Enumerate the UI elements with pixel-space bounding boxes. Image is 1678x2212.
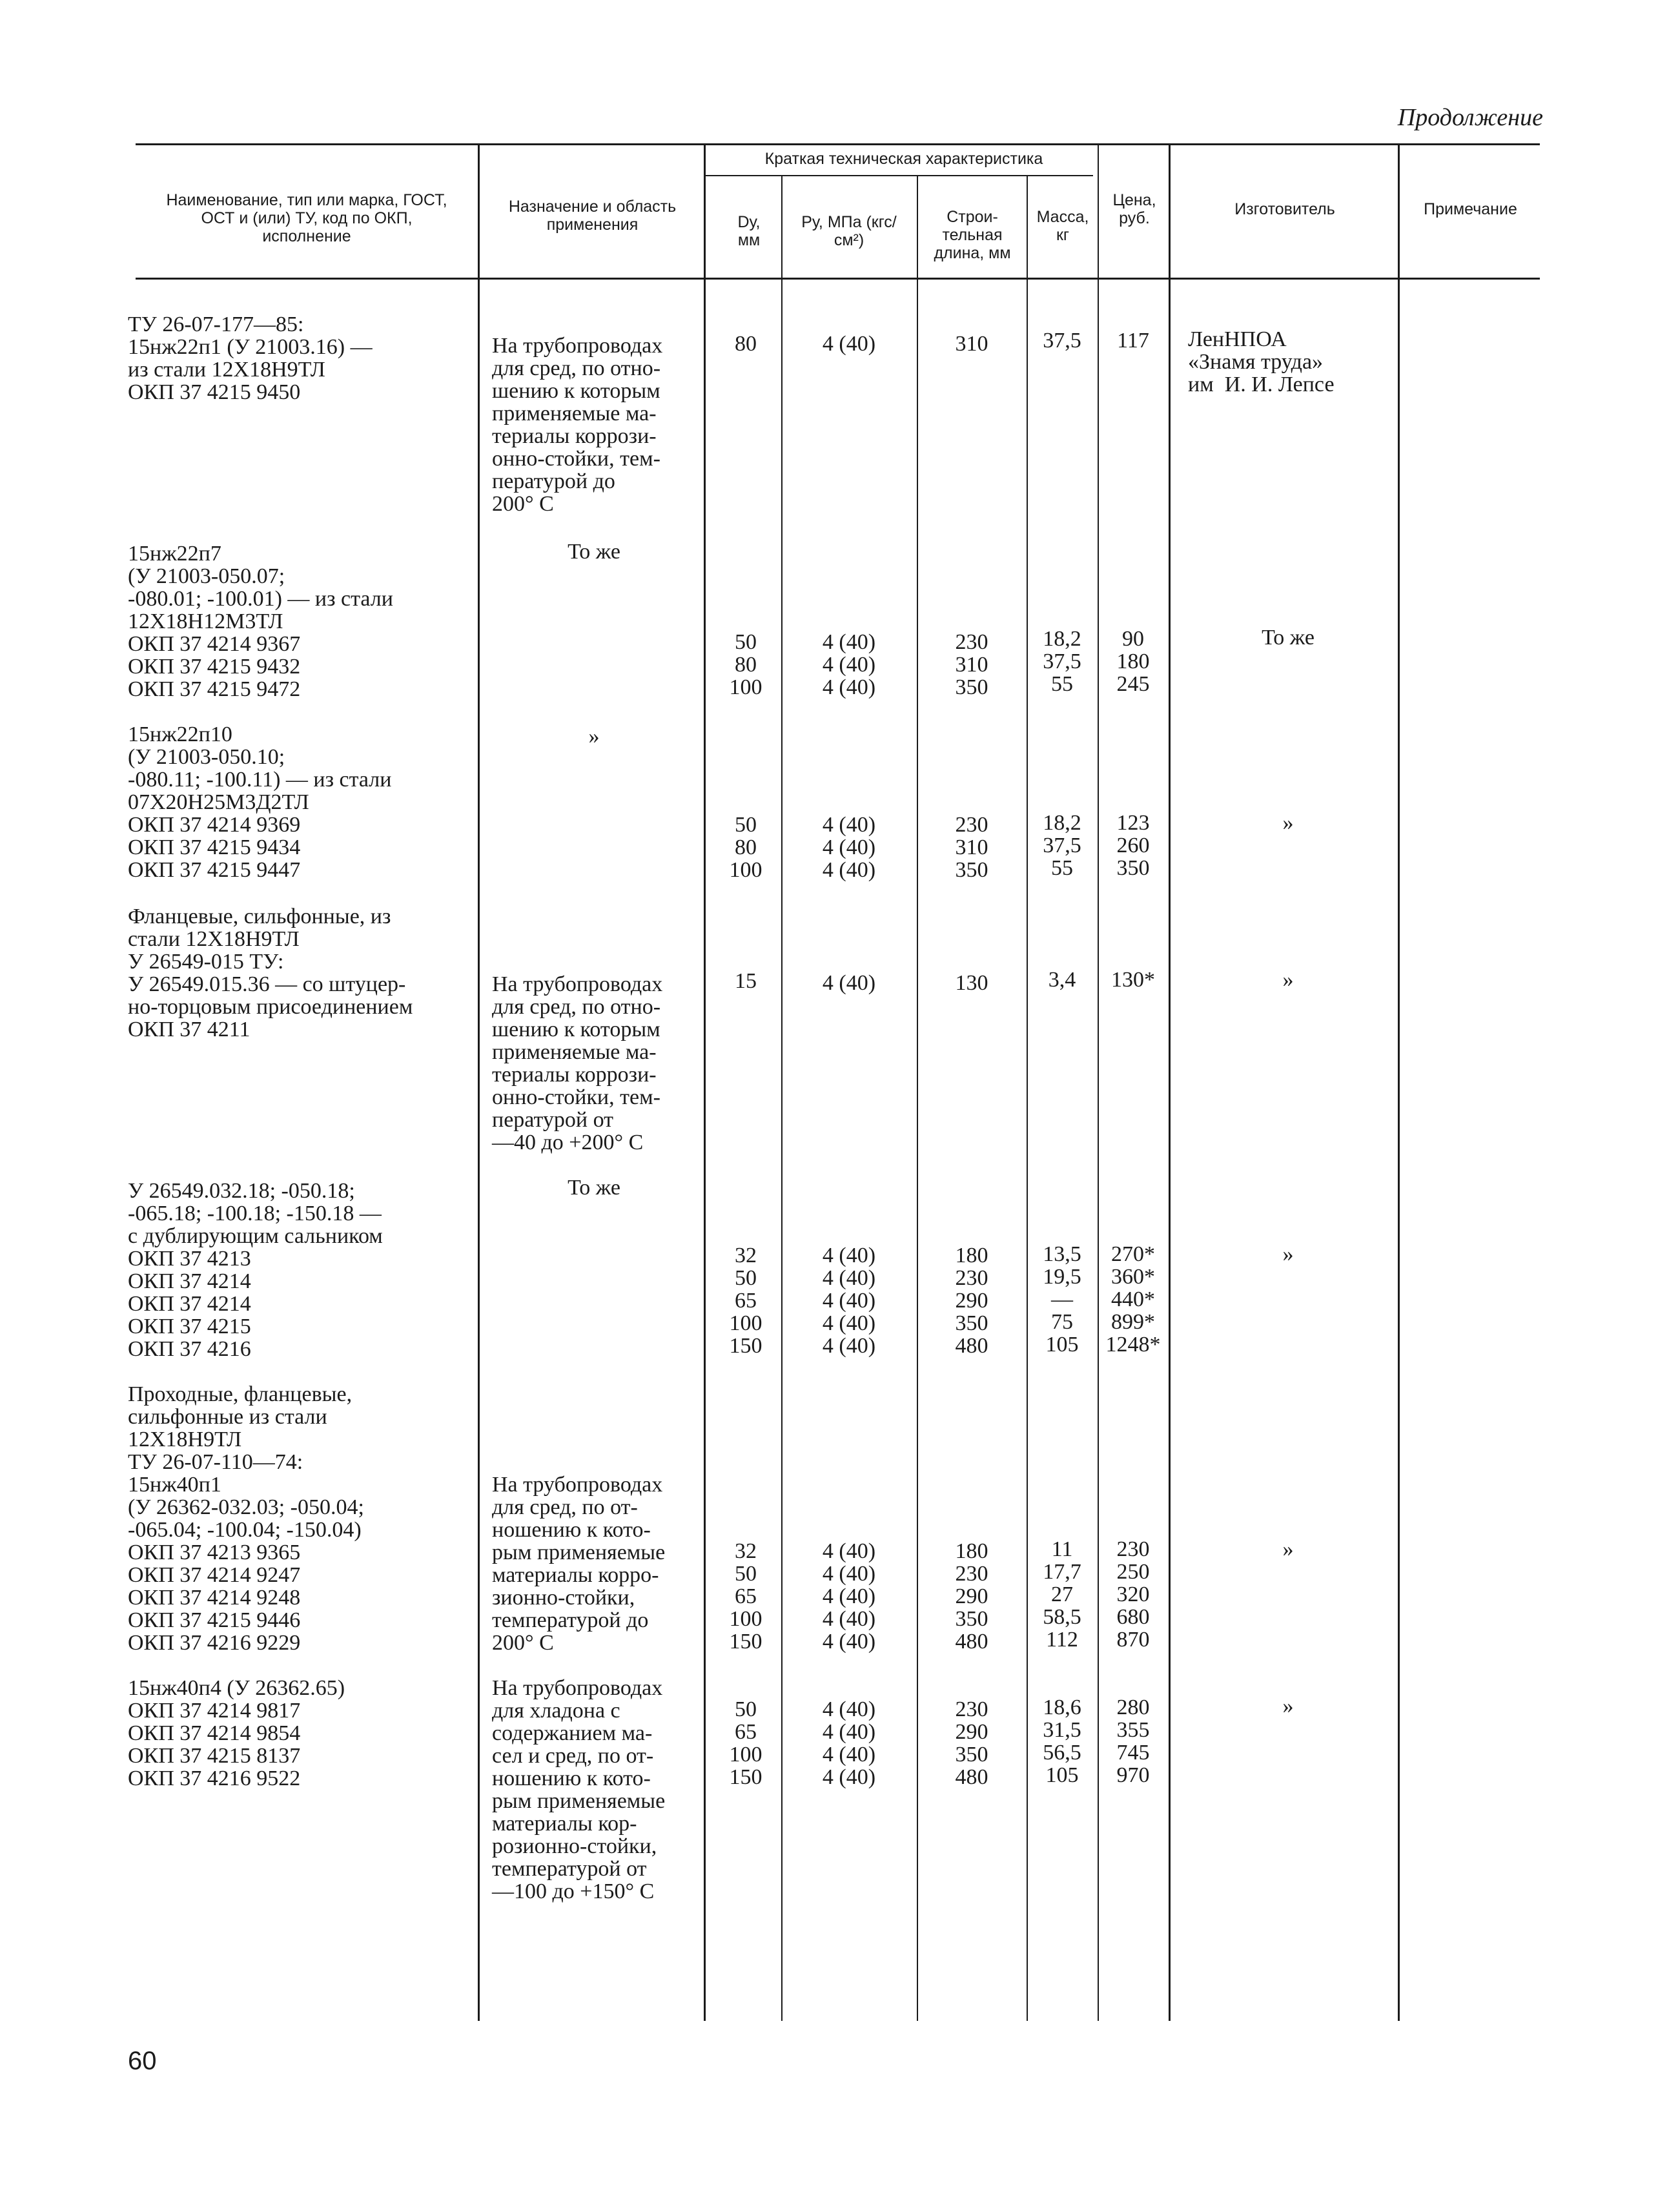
table-row-purpose: То же [568, 1176, 620, 1200]
table-row-length: 180 230 290 350 480 [955, 1244, 988, 1358]
table-row-name: 15нж22п10 (У 21003-050.10; -080.11; -100.11) — из стали 07Х20Н25М3Д2ТЛ ОКП 37 4214 9369 ОКП 37 4215 9434 ОКП 37 4215 9447 [128, 722, 392, 882]
table-row-dy: 80 [735, 332, 757, 356]
table-row-name: 15нж40п4 (У 26362.65) ОКП 37 4214 9817 ОКП 37 4214 9854 ОКП 37 4215 8137 ОКП 37 4216 9522 [128, 1676, 345, 1790]
table-row-maker: ЛенНПОА «Знамя труда» им И. И. Лепсе [1188, 327, 1335, 396]
table-row-price: 123 260 350 [1116, 811, 1150, 880]
table-row-length: 130 [955, 971, 988, 995]
header-note: Примечание [1424, 200, 1517, 218]
table-row-length: 230 290 350 480 [955, 1697, 988, 1789]
table-row-dy: 32 50 65 100 150 [729, 1539, 762, 1654]
col-rule-8 [1398, 145, 1400, 2021]
table-row-name: ТУ 26-07-177—85: 15нж22п1 (У 21003.16) — из стали 12Х18Н9ТЛ ОКП 37 4215 9450 [128, 312, 373, 404]
table-row-price: 90 180 245 [1116, 627, 1150, 696]
table-row-name: У 26549.032.18; -050.18; -065.18; -100.18; -150.18 — с дублирующим сальником ОКП 37 4213 ОКП 37 4214 ОКП 37 4214 ОКП 37 4215 ОКП 37 4216 [128, 1179, 383, 1361]
header-bottom-rule [136, 278, 1540, 280]
table-row-length: 180 230 290 350 480 [955, 1539, 988, 1654]
table-row-maker: » [1282, 1694, 1294, 1718]
header-name: Наименование, тип или марка, ГОСТ, ОСТ и (или) ТУ, код по ОКП, исполнение [166, 191, 447, 245]
table-row-purpose: » [588, 724, 600, 748]
table-row-dy: 15 [735, 969, 757, 993]
table-row-mass: 18,6 31,5 56,5 105 [1043, 1695, 1081, 1787]
table-row-purpose: На трубопроводах для сред, по от- ношению к кото- рым применяемые материалы корро- зионно-стойки, температурой до 200° С [492, 1473, 666, 1655]
table-row-maker: » [1282, 1537, 1294, 1561]
table-row-purpose: На трубопроводах для сред, по отно- шению к которым применяемые ма- териалы коррози- онно-стойки, тем- пературой от —40 до +200° С [492, 972, 663, 1154]
col-rule-6 [1098, 145, 1099, 2021]
col-rule-3 [781, 176, 783, 2021]
table-row-dy: 32 50 65 100 150 [729, 1244, 762, 1358]
table-row-mass: 37,5 [1043, 329, 1081, 353]
table-row-maker: » [1282, 968, 1294, 992]
table-row-price: 270* 360* 440* 899* 1248* [1105, 1242, 1161, 1357]
table-row-dy: 50 80 100 [729, 813, 762, 882]
table-row-mass: 18,2 37,5 55 [1043, 811, 1081, 880]
table-row-price: 117 [1117, 329, 1149, 353]
table-row-mass: 13,5 19,5 — 75 105 [1043, 1242, 1081, 1357]
table-row-py: 4 (40) 4 (40) 4 (40) 4 (40) [822, 1697, 876, 1789]
table-row-maker: » [1282, 1242, 1294, 1266]
col-rule-1 [478, 145, 480, 2021]
table-row-price: 280 355 745 970 [1116, 1695, 1150, 1787]
table-row-mass: 3,4 [1048, 968, 1076, 992]
table-row-name: Фланцевые, сильфонные, из стали 12Х18Н9ТЛ У 26549-015 ТУ: У 26549.015.36 — со штуцер- но-торцовым присоединением ОКП 37 4211 [128, 905, 413, 1041]
table-row-mass: 18,2 37,5 55 [1043, 627, 1081, 696]
table-row-dy: 50 65 100 150 [729, 1697, 762, 1789]
table-row-py: 4 (40) [822, 332, 876, 356]
page-number: 60 [128, 2047, 157, 2075]
table-row-maker: » [1282, 811, 1294, 835]
table-row-price: 130* [1111, 968, 1155, 992]
table-row-purpose: На трубопроводах для хладона с содержанием ма- сел и сред, по от- ношению к кото- рым применяемые материалы кор- розионно-стойки, температурой от —100 до +150° С [492, 1676, 666, 1903]
table-row-name: 15нж22п7 (У 21003-050.07; -080.01; -100.01) — из стали 12Х18Н12М3ТЛ ОКП 37 4214 9367 ОКП 37 4215 9432 ОКП 37 4215 9472 [128, 542, 393, 701]
table-row-length: 310 [955, 332, 988, 356]
table-row-purpose: На трубопроводах для сред, по отно- шению к которым применяемые ма- териалы коррози- онно-стойки, тем- пературой до 200° С [492, 334, 663, 516]
table-row-length: 230 310 350 [955, 630, 988, 699]
header-py: Pу, МПа (кгс/см²) [801, 213, 897, 249]
table-row-py: 4 (40) 4 (40) 4 (40) 4 (40) 4 (40) [822, 1244, 876, 1358]
col-rule-4 [917, 176, 918, 2021]
header-mass: Масса, кг [1036, 208, 1089, 244]
tech-group-rule [706, 175, 1093, 176]
header-length: Строи-тельная длина, мм [934, 208, 1011, 262]
table-row-py: 4 (40) 4 (40) 4 (40) [822, 813, 876, 882]
table-row-maker: То же [1262, 626, 1315, 650]
table-row-purpose: То же [568, 540, 620, 564]
header-dy: Dу, мм [737, 213, 761, 249]
header-maker: Изготовитель [1234, 200, 1335, 218]
table-top-rule [136, 143, 1540, 145]
header-purpose: Назначение и область применения [508, 198, 677, 234]
header-price: Цена, руб. [1112, 191, 1156, 227]
table-row-py: 4 (40) 4 (40) 4 (40) [822, 630, 876, 699]
table-row-py: 4 (40) 4 (40) 4 (40) 4 (40) 4 (40) [822, 1539, 876, 1654]
header-tech-group: Краткая техническая характеристика [764, 150, 1043, 168]
continuation-label: Продолжение [1397, 104, 1543, 131]
table-row-name: Проходные, фланцевые, сильфонные из стали 12Х18Н9ТЛ ТУ 26-07-110—74: 15нж40п1 (У 26362-032.03; -050.04; -065.04; -100.04; -150.04) ОКП 37 4213 9365 ОКП 37 4214 9247 ОКП 37 4214 9248 ОКП 37 4215 9446 ОКП 37 4216 9229 [128, 1382, 364, 1655]
table-row-py: 4 (40) [822, 971, 876, 995]
col-rule-7 [1169, 145, 1171, 2021]
table-row-mass: 11 17,7 27 58,5 112 [1043, 1537, 1081, 1652]
table-row-length: 230 310 350 [955, 813, 988, 882]
col-rule-5 [1027, 176, 1028, 2021]
col-rule-2 [704, 145, 706, 2021]
table-row-dy: 50 80 100 [729, 630, 762, 699]
table-row-price: 230 250 320 680 870 [1116, 1537, 1150, 1652]
